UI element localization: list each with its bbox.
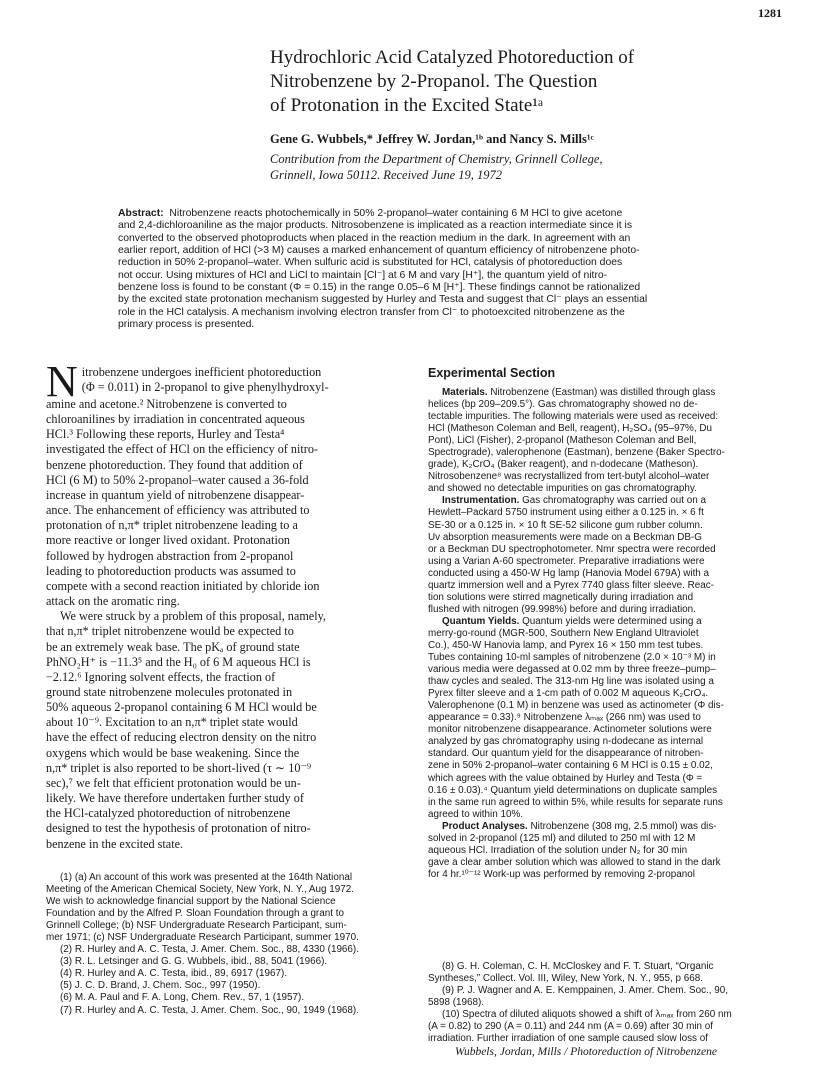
body-line: amine and acetone.² Nitrobenzene is converted to: [46, 397, 287, 411]
run-in-text: Gas chromatography was carried out on a: [522, 495, 706, 507]
body-line: Nitrosobenzene⁸ was recrystallized from tert-butyl alcohol–water: [428, 471, 710, 483]
body-line: Pyrex filter sleeve and a 1-cm path of 0.002 M aqueous K₂CrO₄.: [428, 688, 709, 700]
abstract-line: earlier report, addition of HCl (>3 M) causes a marked enhancement of quantum efficiency of nitrobenzene photo-: [118, 245, 640, 257]
body-line: flushed with nitrogen (99.998%) before and during irradiation.: [428, 603, 696, 615]
footnotes-left: [46, 872, 416, 1017]
body-line: SE-30 or a 0.125 in. × 10 ft SE-52 silicone gum rubber column.: [428, 519, 703, 531]
footnote-line: (A = 0.82) to 290 (A = 0.11) and 244 nm (A = 0.69) after 30 min of: [428, 1021, 713, 1033]
right-column: [428, 365, 800, 881]
body-line: HCl (6 M) to 50% 2-propanol–water caused a 36-fold: [46, 472, 309, 487]
body-line: or a Beckman DU spectrophotometer. Nmr spectra were recorded: [428, 543, 716, 555]
article-title: [270, 46, 670, 118]
body-line: tion solutions were stirred magnetically during irradiation and: [428, 591, 694, 603]
running-footer: Wubbels, Jordan, Mills / Photoreduction of Nitrobenzene: [455, 1046, 717, 1058]
body-line: solved in 2-propanol (125 ml) and diluted to 250 ml with 12 M: [428, 832, 696, 844]
body-line: tectable impurities. The following materials were used as received:: [428, 411, 719, 423]
abstract-line: not occur. Using mixtures of HCl and LiCl to maintain [Cl⁻] at 6 M and vary [H⁺], the quantum yield of nitro-: [118, 269, 608, 281]
body-line: Co.), 450-W Hanovia lamp, and Pyrex 16 × 150 mm test tubes.: [428, 639, 704, 651]
body-line: that n,π* triplet nitrobenzene would be expected to: [46, 624, 294, 639]
body-line: −2.12.⁶ Ignoring solvent effects, the fraction of: [46, 669, 276, 684]
footnote-line: (5) J. C. D. Brand, J. Chem. Soc., 997 (1950).: [60, 980, 261, 992]
body-line: in the same run agreed to within 5%, while results for separate runs: [428, 796, 723, 808]
run-in-text: Quantum yields were determined using a: [522, 615, 702, 627]
body-line: aqueous HCl. Irradiation of the solution under N₂ for 30 min: [428, 844, 688, 856]
page-number: 1281: [758, 6, 782, 20]
body-line: HCl (Matheson Coleman and Bell, reagent), H₂SO₄ (95–97%, Du: [428, 423, 712, 435]
run-in-text: Nitrobenzene (308 mg, 2.5 mmol) was dis-: [530, 820, 717, 832]
run-in-heading: Materials.: [442, 387, 488, 398]
section-heading: Experimental Section: [428, 366, 556, 380]
body-line: 50% aqueous 2-propanol containing 6 M HCl would be: [46, 700, 317, 715]
abstract-first-line: Nitrobenzene reacts photochemically in 50% 2-propanol–water containing 6 M HCl to give acetone: [169, 208, 623, 219]
body-line: monitor nitrobenzene disappearance. Actinometer solutions were: [428, 724, 712, 736]
body-line: Hewlett–Packard 5750 instrument using either a 0.125 in. × 6 ft: [428, 507, 704, 519]
abstract-line: primary process is presented.: [118, 319, 255, 331]
body-line: increase in quantum yield of nitrobenzene disappear-: [46, 487, 305, 502]
body-line: helices (bp 209–209.5°). Gas chromatography showed no de-: [428, 399, 698, 411]
affiliation: [270, 151, 603, 183]
body-line: analyzed by gas chromatography using n-dodecane as internal: [428, 736, 704, 748]
body-line: compete with a second reaction initiated by chloride ion: [46, 578, 320, 593]
run-in-heading: Instrumentation.: [442, 495, 520, 507]
body-line: Tubes containing 10-ml samples of nitrobenzene (2.0 × 10⁻³ M) in: [428, 652, 716, 664]
title-line: Nitrobenzene by 2-Propanol. The Question: [270, 71, 598, 92]
body-line: sec),⁷ we felt that efficient protonation would be un-: [46, 775, 301, 790]
footnote-line: (1) (a) An account of this work was presented at the 164th National: [60, 872, 353, 883]
instrumentation-paragraph: [428, 495, 800, 615]
drop-cap: N: [46, 357, 78, 406]
body-line: (Φ = 0.011) in 2-propanol to give phenylhydroxyl-: [81, 380, 329, 395]
body-line: We were struck by a problem of this proposal, namely,: [60, 609, 326, 624]
body-line: [428, 387, 800, 399]
body-line: attack on the aromatic ring.: [46, 594, 180, 609]
body-line: appearance = 0.33).⁹ Nitrobenzene λₘₐₓ (266 nm) was used to: [428, 712, 701, 724]
body-line: ance. The enhancement of efficiency was attributed to: [46, 503, 310, 518]
footnote-line: 5898 (1968).: [428, 997, 485, 1009]
body-line: standard. Our quantum yield for the disappearance of nitroben-: [428, 748, 704, 760]
body-line: [428, 821, 800, 833]
footnote-line: (8) G. H. Coleman, C. H. McCloskey and F. T. Stuart, “Organic: [442, 961, 714, 972]
run-in-text: Nitrobenzene (Eastman) was distilled through glass: [490, 387, 716, 398]
left-column: [46, 357, 416, 852]
abstract-line: by the excited state protonation mechanism suggested by Hurley and Testa and suggest that Cl⁻ plays an essential: [118, 294, 648, 306]
abstract-line: benzene loss is found to be constant (Φ = 0.15) in the range 0.05–6 M [H⁺]. These findings cannot be rationalized: [118, 282, 641, 294]
body-line: Pont), LiCl (Fisher), 2-propanol (Matheson Coleman and Bell,: [428, 435, 697, 447]
abstract-line: reduction in 50% 2-propanol–water. When sulfuric acid is substituted for HCl, catalysis of photoreduction does: [118, 257, 623, 269]
quantum-yields-paragraph: [428, 616, 800, 821]
title-line: of Protonation in the Excited State¹ᵃ: [270, 95, 544, 116]
body-line: merry-go-round (MGR-500, Southern New England Ultraviolet: [428, 627, 699, 639]
footnote-line: (3) R. L. Letsinger and G. G. Wubbels, ibid., 88, 5041 (1966).: [60, 956, 328, 968]
body-line: be an extremely weak base. The pKₐ of ground state: [46, 639, 300, 654]
body-line: and showed no detectable impurities on gas chromatography.: [428, 483, 697, 495]
body-line: using a Varian A-60 spectrometer. Preparative irradiations were: [428, 555, 705, 567]
body-line: leading to photoreduction products was assumed to: [46, 563, 296, 578]
abstract: [118, 208, 714, 331]
body-line: agreed to within 10%.: [428, 808, 523, 820]
footnote-line: (7) R. Hurley and A. C. Testa, J. Amer. Chem. Soc., 90, 1949 (1968).: [60, 1004, 359, 1016]
body-line: benzene photoreduction. They found that addition of: [46, 457, 303, 472]
body-line: quartz immersion well and a Pyrex 7740 glass filter sleeve. Reac-: [428, 579, 714, 591]
body-line: grade), K₂CrO₄ (Baker reagent), and n-dodecane (Matheson).: [428, 459, 699, 471]
run-in-heading: Product Analyses.: [442, 820, 528, 832]
body-line: more reactive or longer lived oxidant. Protonation: [46, 533, 291, 548]
title-line: Hydrochloric Acid Catalyzed Photoreduction of: [270, 47, 635, 68]
abstract-line: converted to the observed photoproducts when placed in the reaction medium in the dark. In agreement with an: [118, 232, 631, 244]
body-line: Spectrograde), valerophenone (Eastman), benzene (Baker Spectro-: [428, 447, 725, 459]
footnote-line: (9) P. J. Wagner and A. E. Kemppainen, J. Amer. Chem. Soc., 90,: [442, 985, 728, 997]
intro-paragraph-2: [46, 609, 416, 852]
body-line: [428, 616, 800, 628]
body-line: likely. We have therefore undertaken further study of: [46, 791, 304, 806]
product-analyses-paragraph: [428, 821, 800, 881]
footnote-line: Syntheses,” Collect. Vol. III, Wiley, New York, N. Y., 955, p 668.: [428, 973, 703, 985]
footnote-line: Foundation and by the Alfred P. Sloan Foundation through a grant to: [46, 908, 344, 920]
body-line: chloroanilines by irradiation in concentrated aqueous: [46, 412, 305, 427]
footnote-line: (2) R. Hurley and A. C. Testa, J. Amer. Chem. Soc., 88, 4330 (1966).: [60, 944, 359, 956]
body-line: oxygens which would be base weakening. Since the: [46, 745, 300, 760]
intro-paragraph-1: [46, 397, 416, 609]
body-line: itrobenzene undergoes inefficient photoreduction: [81, 365, 322, 379]
body-line: [428, 495, 800, 507]
body-line: HCl.³ Following these reports, Hurley and Testa⁴: [46, 427, 285, 442]
footnote-line: (10) Spectra of diluted aliquots showed a shift of λₘₐₓ from 260 nm: [442, 1009, 732, 1021]
body-line: about 10⁻⁹. Excitation to an n,π* triplet state would: [46, 715, 298, 730]
abstract-line: [118, 208, 714, 220]
abstract-line: and 2,4-dichloroaniline as the major products. Nitrosobenzene is implicated as a reaction intermediate since it is: [118, 220, 633, 232]
body-line: investigated the effect of HCl on the efficiency of nitro-: [46, 442, 318, 457]
body-line: ground state nitrobenzene molecules protonated in: [46, 684, 293, 699]
body-line: designed to test the hypothesis of protonation of nitro-: [46, 821, 311, 836]
body-line: n,π* triplet is also reported to be short-lived (τ ∼ 10⁻⁹: [46, 760, 312, 775]
body-line: have the effect of reducing electron density on the nitro: [46, 730, 317, 745]
affiliation-line: Contribution from the Department of Chemistry, Grinnell College,: [270, 152, 603, 166]
body-line: zene in 50% 2-propanol–water containing 6 M HCl is 0.15 ± 0.02,: [428, 760, 713, 772]
footnote-line: Grinnell College; (b) NSF Undergraduate Research Participant, sum-: [46, 920, 347, 932]
abstract-line: role in the HCl catalysis. A mechanism involving electron transfer from Cl⁻ to photoexcited nitrobenzene as the: [118, 306, 625, 318]
materials-paragraph: [428, 387, 800, 495]
footnote-line: irradiation. Further irradiation of one sample caused slow loss of: [428, 1033, 708, 1045]
body-line: conducted using a 450-W Hg lamp (Hanovia Model 679A) with a: [428, 567, 710, 579]
body-line: 0.16 ± 0.03).⁴ Quantum yield determinations on duplicate samples: [428, 784, 718, 796]
footnotes-right: [428, 961, 800, 1045]
body-line: various media were degassed at 0.02 mm by three freeze–pump–: [428, 664, 716, 676]
body-line: for 4 hr.¹⁰⁻¹² Work-up was performed by removing 2-propanol: [428, 868, 695, 880]
body-line: followed by hydrogen abstraction from 2-propanol: [46, 548, 294, 563]
affiliation-line: Grinnell, Iowa 50112. Received June 19, 1972: [270, 168, 503, 182]
run-in-heading: Quantum Yields.: [442, 615, 520, 627]
body-line: the HCl-catalyzed photoreduction of nitrobenzene: [46, 806, 291, 821]
body-line: gave a clear amber solution which was allowed to stand in the dark: [428, 856, 721, 868]
body-line: Valerophenone (0.1 M) in benzene was used as actinometer (Φ dis-: [428, 700, 724, 712]
footnote-line: Meeting of the American Chemical Society, New York, N. Y., Aug 1972.: [46, 884, 354, 896]
footnote-line: mer 1971; (c) NSF Undergraduate Research Participant, summer 1970.: [46, 932, 359, 944]
body-line: which agrees with the value obtained by Hurley and Testa (Φ =: [428, 772, 703, 784]
body-line: thaw cycles and sealed. The 313-nm Hg line was isolated using a: [428, 676, 714, 688]
abstract-label: Abstract:: [118, 208, 164, 219]
footnote-line: (6) M. A. Paul and F. A. Long, Chem. Rev., 57, 1 (1957).: [60, 992, 305, 1004]
author-list: Gene G. Wubbels,* Jeffrey W. Jordan,¹ᵇ and Nancy S. Mills¹ᶜ: [270, 132, 594, 146]
body-line: PhNO₂H⁺ is −11.3⁵ and the H₀ of 6 M aqueous HCl is: [46, 654, 311, 669]
body-line: benzene in the excited state.: [46, 836, 184, 851]
footnote-line: We wish to acknowledge financial support by the National Science: [46, 896, 336, 908]
footnote-line: (4) R. Hurley and A. C. Testa, ibid., 89, 6917 (1967).: [60, 968, 288, 980]
body-line: protonation of n,π* triplet nitrobenzene leading to a: [46, 518, 298, 533]
body-line: Uv absorption measurements were made on a Beckman DB-G: [428, 531, 702, 543]
